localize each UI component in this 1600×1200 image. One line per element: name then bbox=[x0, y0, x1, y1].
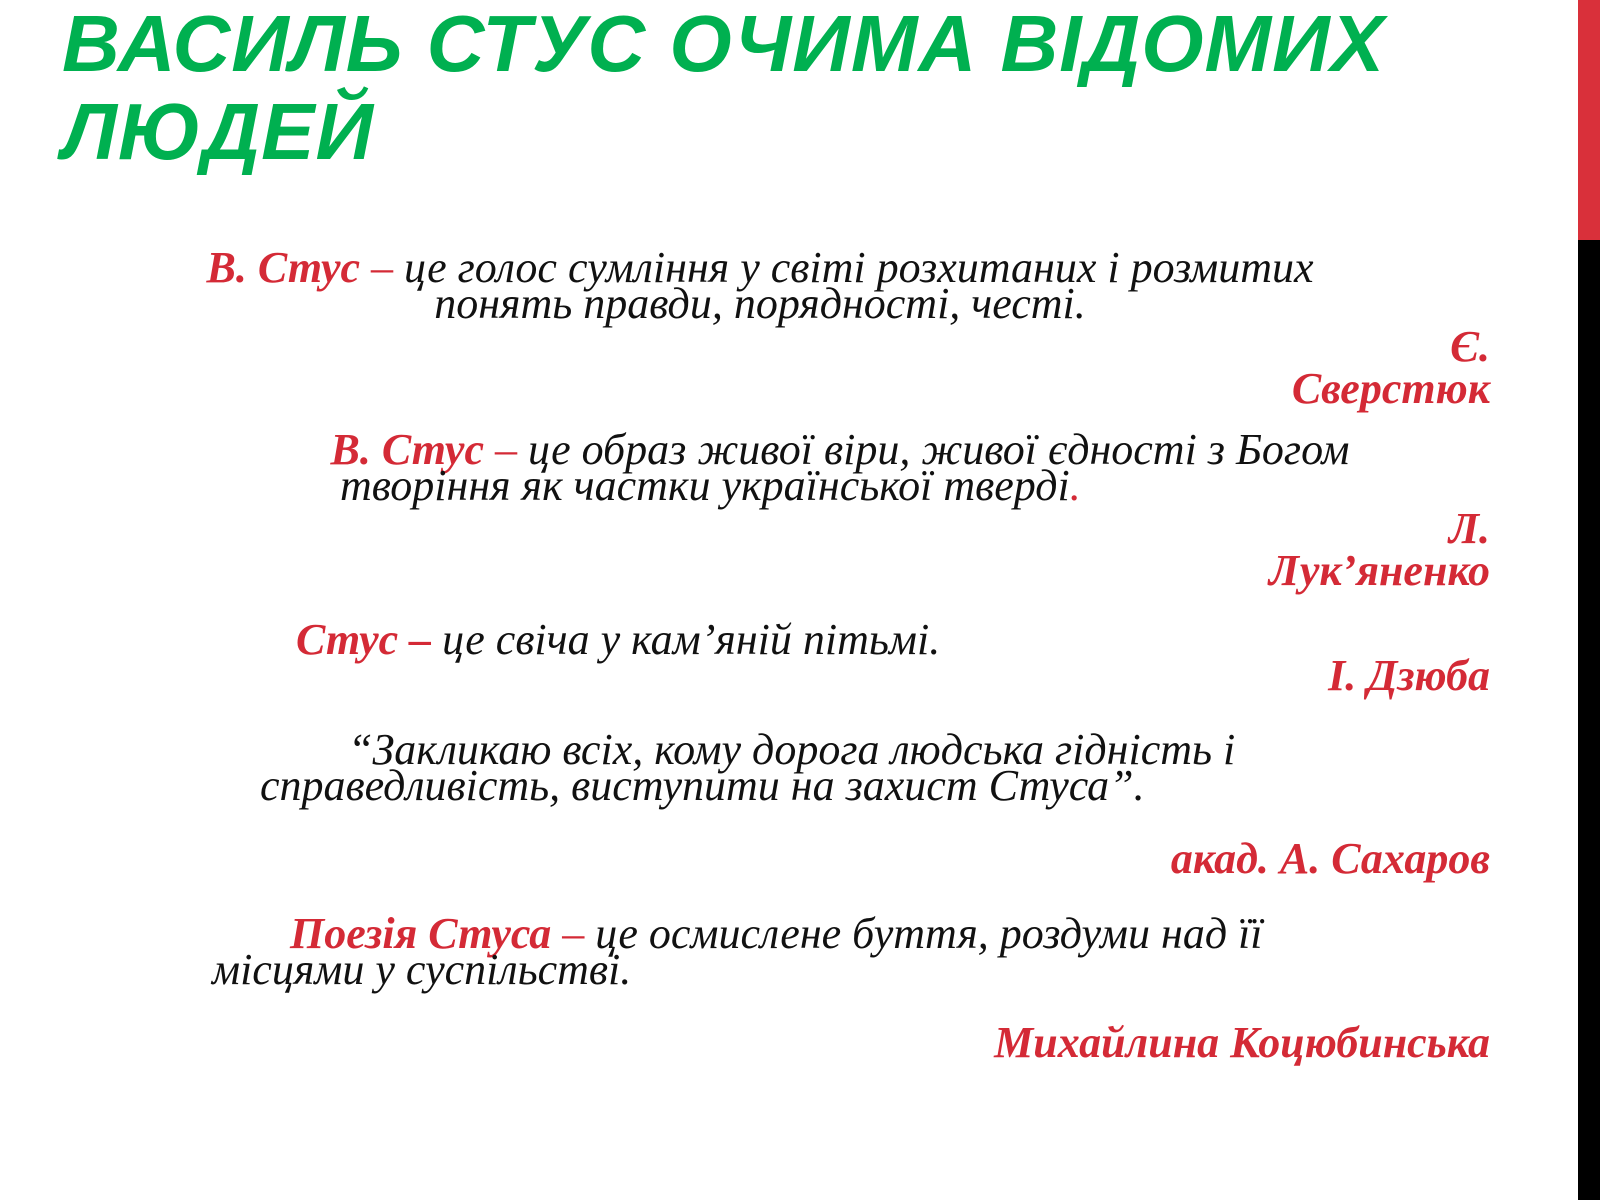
quote-2-author bbox=[1268, 504, 1490, 595]
quote-3-author bbox=[1328, 651, 1490, 700]
slide-title: ВАСИЛЬ СТУС ОЧИМА ВІДОМИХ ЛЮДЕЙ bbox=[62, 0, 1386, 176]
quote-5 bbox=[212, 909, 1452, 994]
quote-1-author-initial: Є. bbox=[1450, 322, 1490, 371]
quote-2-author-surname: Лук’яненко bbox=[1268, 546, 1490, 595]
decorative-bar-red bbox=[1578, 0, 1600, 240]
quote-2-author-initial: Л. bbox=[1448, 504, 1490, 553]
quote-4-author bbox=[1170, 834, 1490, 883]
quote-2 bbox=[250, 425, 1430, 510]
quote-4-author-name: акад. А. Сахаров bbox=[1170, 834, 1490, 883]
quote-5-subject: Поезія Стуса bbox=[290, 909, 552, 958]
quote-3-dash: – bbox=[398, 615, 443, 664]
quote-1-line-1: це голос сумління у світі розхитаних і розмитих bbox=[404, 243, 1314, 292]
quote-1 bbox=[130, 243, 1390, 328]
quote-1-subject: В. Стус bbox=[206, 243, 361, 292]
quote-2-subject: В. Стус bbox=[330, 425, 484, 474]
quote-5-line-2: місцями у суспільстві. bbox=[212, 945, 632, 994]
decorative-bar-black bbox=[1578, 240, 1600, 1200]
quote-5-author-name: Михайлина Коцюбинська bbox=[994, 1018, 1490, 1067]
quote-4-line-2: справедливість, виступити на захист Стуса”. bbox=[260, 761, 1145, 810]
quote-3 bbox=[296, 615, 1196, 664]
quote-2-line-1: це образ живої віри, живої єдності з Богом bbox=[528, 425, 1350, 474]
quote-2-line-2-end: . bbox=[1069, 461, 1081, 510]
quote-5-line-1: це осмислене буття, роздуми над її bbox=[595, 909, 1263, 958]
quote-3-line-1: це свіча у кам’яній пітьмі. bbox=[442, 615, 941, 664]
quote-3-subject: Стус bbox=[296, 615, 399, 664]
quote-4-line-1: “Закликаю всіх, кому дорога людська гідність і bbox=[348, 725, 1236, 774]
quote-3-author-name: І. Дзюба bbox=[1328, 651, 1490, 700]
quote-1-author bbox=[1291, 322, 1490, 413]
quote-1-author-surname: Сверстюк bbox=[1291, 364, 1490, 413]
quote-5-dash: – bbox=[551, 909, 596, 958]
quote-5-author bbox=[994, 1018, 1490, 1067]
quote-1-dash: – bbox=[360, 243, 405, 292]
quote-1-line-2: понять правди, порядності, честі. bbox=[434, 279, 1086, 328]
quote-4 bbox=[260, 725, 1460, 810]
quote-2-line-2: творіння як частки української тверді bbox=[340, 461, 1070, 510]
quote-2-dash: – bbox=[484, 425, 528, 474]
